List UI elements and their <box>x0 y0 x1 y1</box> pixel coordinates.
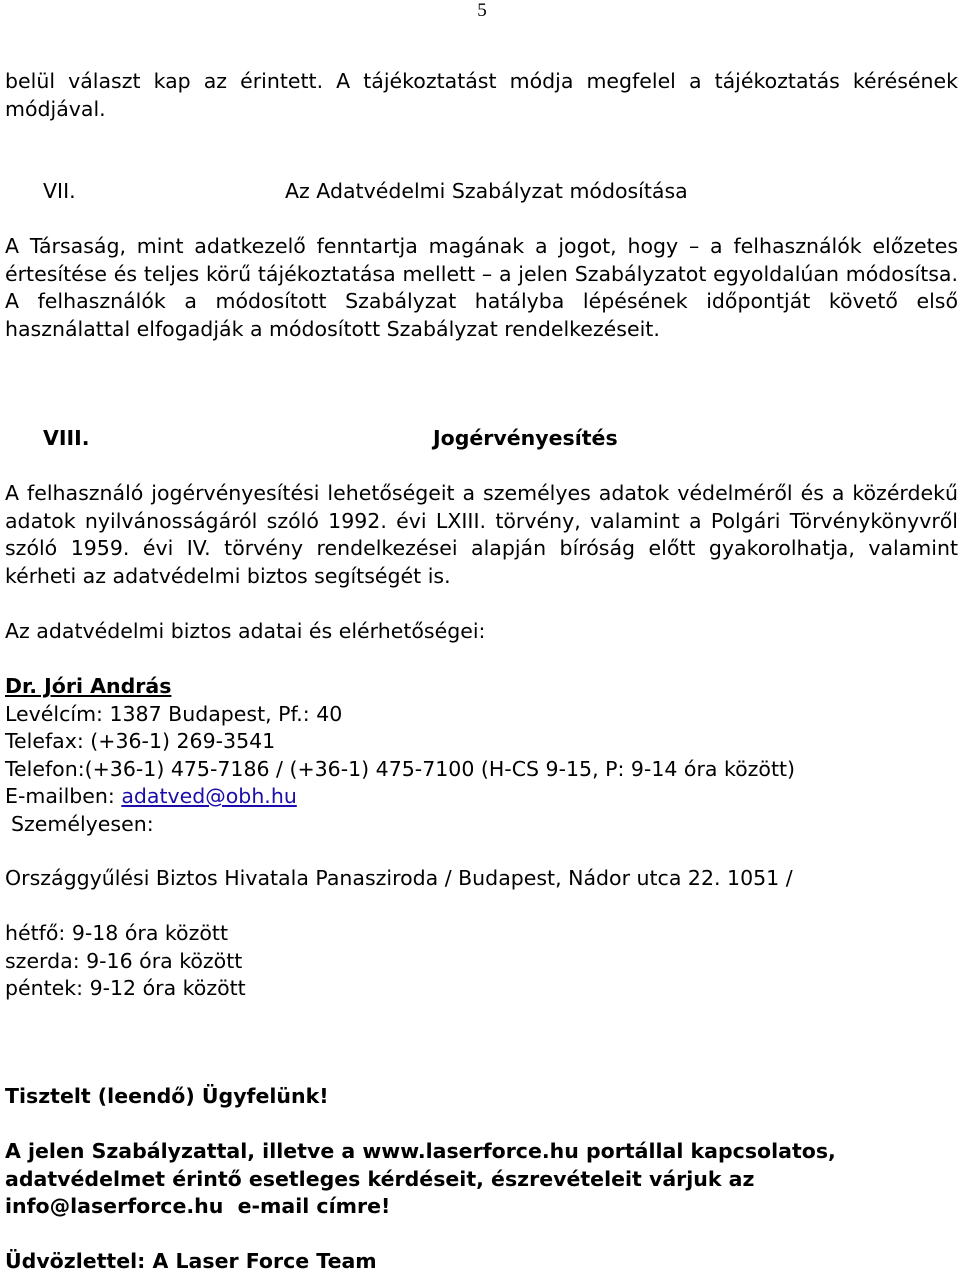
contact-office: Országgyűlési Biztos Hivatala Panasziroda / Budapest, Nádor utca 22. 1051 / <box>5 866 793 890</box>
closing-signoff: Üdvözlettel: A Laser Force Team <box>5 1249 377 1273</box>
intro-paragraph: belül választ kap az érintett. A tájékoztatást módja megfelel a tájékoztatás kérésének módjával. <box>5 69 958 121</box>
contact-email-label: E-mailben: <box>5 784 122 808</box>
closing-message-line: A jelen Szabályzattal, illetve a www.laserforce.hu portállal kapcsolatos, <box>5 1139 836 1163</box>
closing-message-line: adatvédelmet érintő esetleges kérdéseit, észrevételeit várjuk az <box>5 1166 755 1191</box>
office-hours-item: hétfő: 9-18 óra között <box>5 921 228 945</box>
section-8-title: Jogérvényesítés <box>433 426 618 450</box>
closing-greeting: Tisztelt (leendő) Ügyfelünk! <box>5 1084 329 1108</box>
section-8-number: VIII. <box>43 426 90 450</box>
section-7-body: A Társaság, mint adatkezelő fenntartja magának a jogot, hogy – a felhasználók előzetes értesítése és teljes körű tájékoztatása mellett – a jelen Szabályzatot egyoldalúan módosítsa. A felhasználók a módosított Szabályzat hatályba lépésének időpontját követő első használattal elfogadják a módosított Szabályzat rendelkezéseit. <box>5 234 958 341</box>
office-hours-item: szerda: 9-16 óra között <box>5 948 243 973</box>
contact-phone: Telefon:(+36-1) 475-7186 / (+36-1) 475-7100 (H-CS 9-15, P: 9-14 óra között) <box>5 756 796 781</box>
contact-name: Dr. Jóri András <box>5 674 172 698</box>
contact-email-link[interactable]: adatved@obh.hu <box>121 784 297 808</box>
section-7-heading <box>5 178 958 208</box>
contact-in-person: Személyesen: <box>11 811 154 836</box>
section-8-heading <box>5 425 958 455</box>
contact-intro: Az adatvédelmi biztos adatai és elérhetőségei: <box>5 619 486 643</box>
section-7-title: Az Adatvédelmi Szabályzat módosítása <box>285 179 688 203</box>
contact-details <box>5 673 958 838</box>
contact-postal: Levélcím: 1387 Budapest, Pf.: 40 <box>5 701 343 726</box>
contact-fax: Telefax: (+36-1) 269-3541 <box>5 729 276 753</box>
office-hours-item: péntek: 9-12 óra között <box>5 976 246 1000</box>
office-hours <box>5 920 958 1003</box>
page-number: 5 <box>477 0 487 21</box>
section-7-number: VII. <box>43 179 76 203</box>
contact-email-line <box>5 783 958 811</box>
closing-message-line: info@laserforce.hu e-mail címre! <box>5 1194 391 1218</box>
section-8-body: A felhasználó jogérvényesítési lehetőségeit a személyes adatok védelméről és a közérdekű adatok nyilvánosságáról szóló 1992. évi LXIII. törvény, valamint a Polgári Törvénykönyvről szóló 1959. évi IV. törvény rendelkezései alapján bíróság előtt gyakorolhatja, valamint kérheti az adatvédelmi biztos segítségét is. <box>5 481 958 588</box>
closing-message <box>5 1138 958 1221</box>
